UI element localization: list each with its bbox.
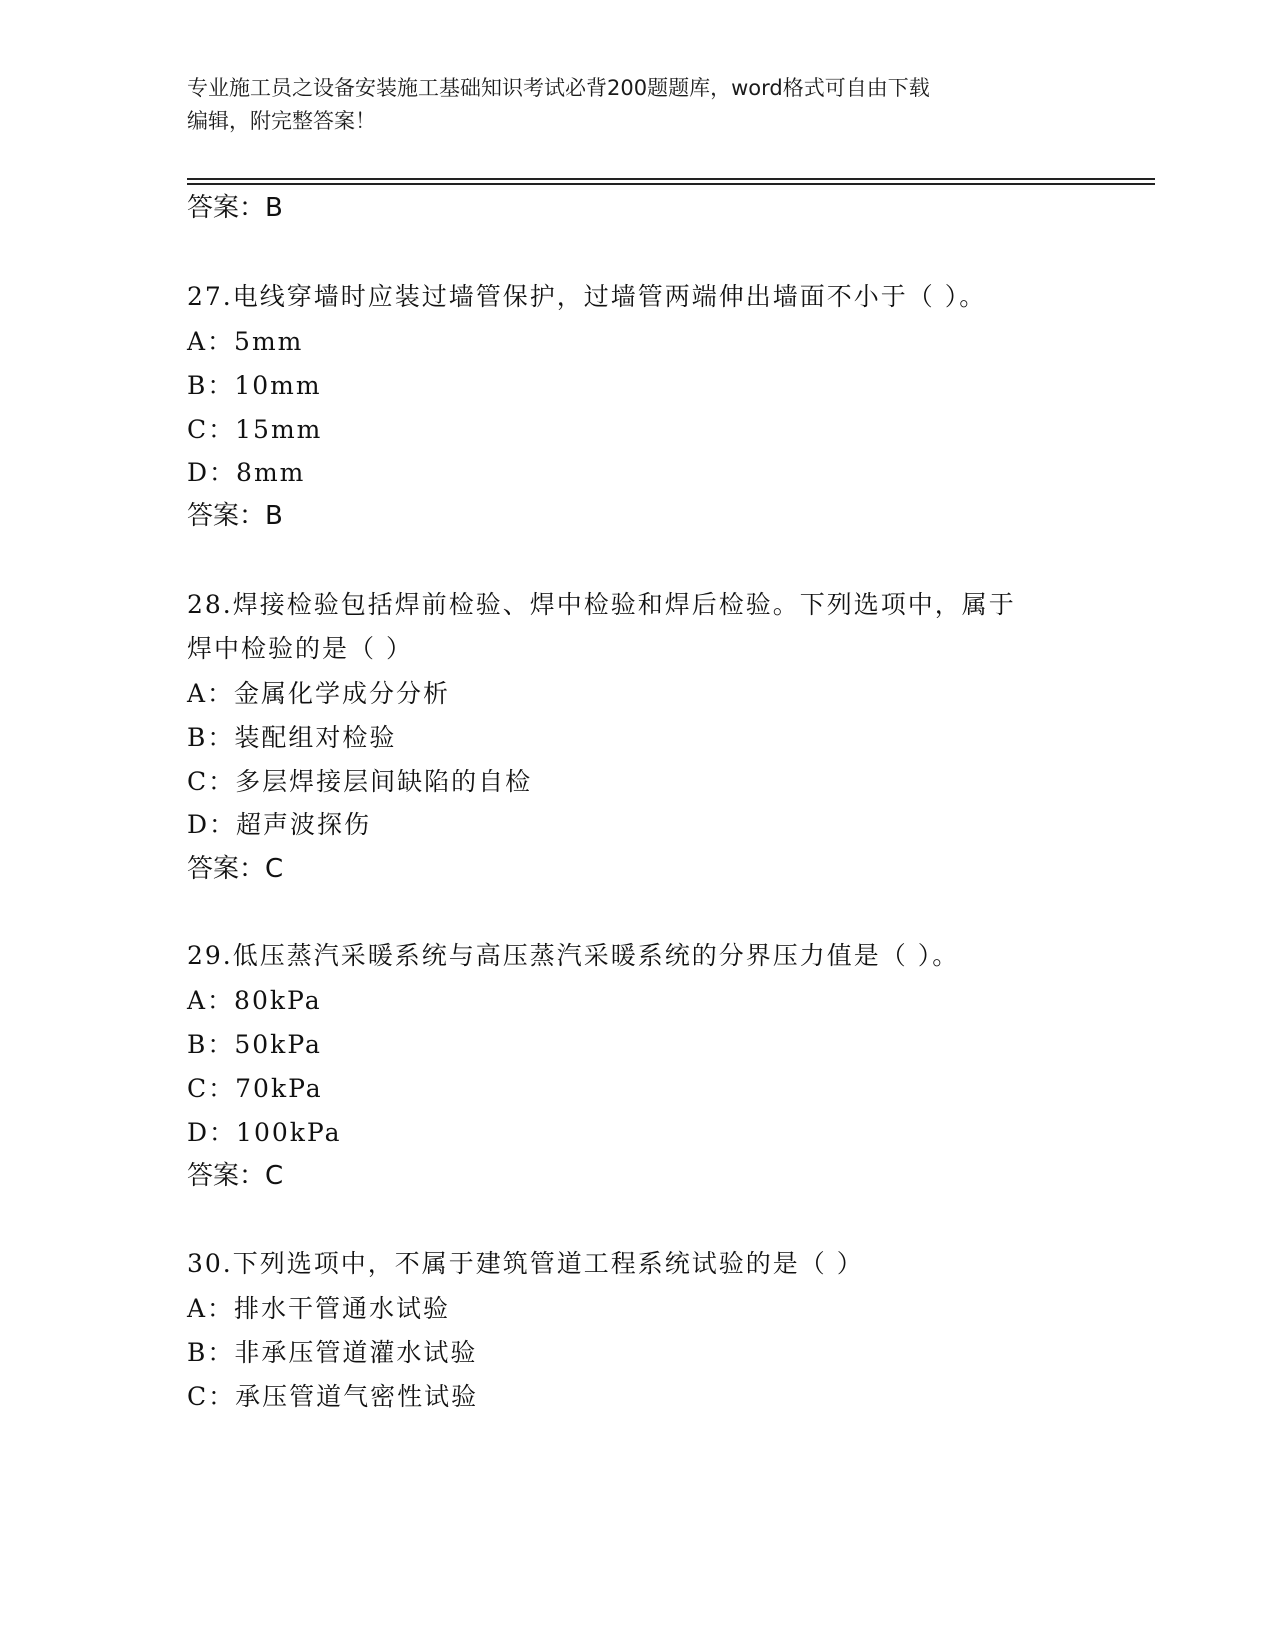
question-28-option-d: D：超声波探伤 bbox=[187, 810, 372, 839]
question-29-option-d: D：100kPa bbox=[187, 1118, 342, 1147]
question-28-stem-line-2: 焊中检验的是（ ） bbox=[187, 634, 413, 663]
question-29-answer: 答案：C bbox=[187, 1161, 284, 1191]
question-27-stem: 27.电线穿墙时应装过墙管保护，过墙管两端伸出墙面不小于（ ）。 bbox=[187, 282, 987, 311]
question-27-option-d: D：8mm bbox=[187, 458, 306, 487]
question-28-answer: 答案：C bbox=[187, 854, 284, 884]
header-line-2: 编辑，附完整答案！ bbox=[187, 109, 376, 133]
question-28-option-c: C：多层焊接层间缺陷的自检 bbox=[187, 767, 533, 796]
question-28-stem-line-1: 28.焊接检验包括焊前检验、焊中检验和焊后检验。下列选项中，属于 bbox=[187, 590, 1016, 619]
question-28-option-a: A：金属化学成分分析 bbox=[187, 679, 451, 708]
header-divider-top bbox=[187, 178, 1155, 180]
question-27-option-b: B：10mm bbox=[187, 371, 322, 400]
question-30-option-b: B：非承压管道灌水试验 bbox=[187, 1338, 478, 1367]
question-30-option-c: C：承压管道气密性试验 bbox=[187, 1382, 479, 1411]
question-27-option-c: C：15mm bbox=[187, 415, 323, 444]
question-30-stem: 30.下列选项中，不属于建筑管道工程系统试验的是（ ） bbox=[187, 1249, 864, 1278]
question-30-option-a: A：排水干管通水试验 bbox=[187, 1294, 451, 1323]
header-line-1: 专业施工员之设备安装施工基础知识考试必背200题题库，word格式可自由下载 bbox=[187, 76, 930, 100]
question-29-option-a: A：80kPa bbox=[187, 986, 322, 1015]
question-29-option-c: C：70kPa bbox=[187, 1074, 323, 1103]
question-27-answer: 答案：B bbox=[187, 501, 283, 531]
page-header bbox=[187, 72, 1067, 138]
answer-prev: 答案：B bbox=[187, 193, 283, 223]
question-29-stem: 29.低压蒸汽采暖系统与高压蒸汽采暖系统的分界压力值是（ ）。 bbox=[187, 941, 960, 970]
question-28-option-b: B：装配组对检验 bbox=[187, 723, 397, 752]
header-divider-bottom bbox=[187, 183, 1155, 185]
question-29-option-b: B：50kPa bbox=[187, 1030, 322, 1059]
question-27-option-a: A：5mm bbox=[187, 327, 304, 356]
